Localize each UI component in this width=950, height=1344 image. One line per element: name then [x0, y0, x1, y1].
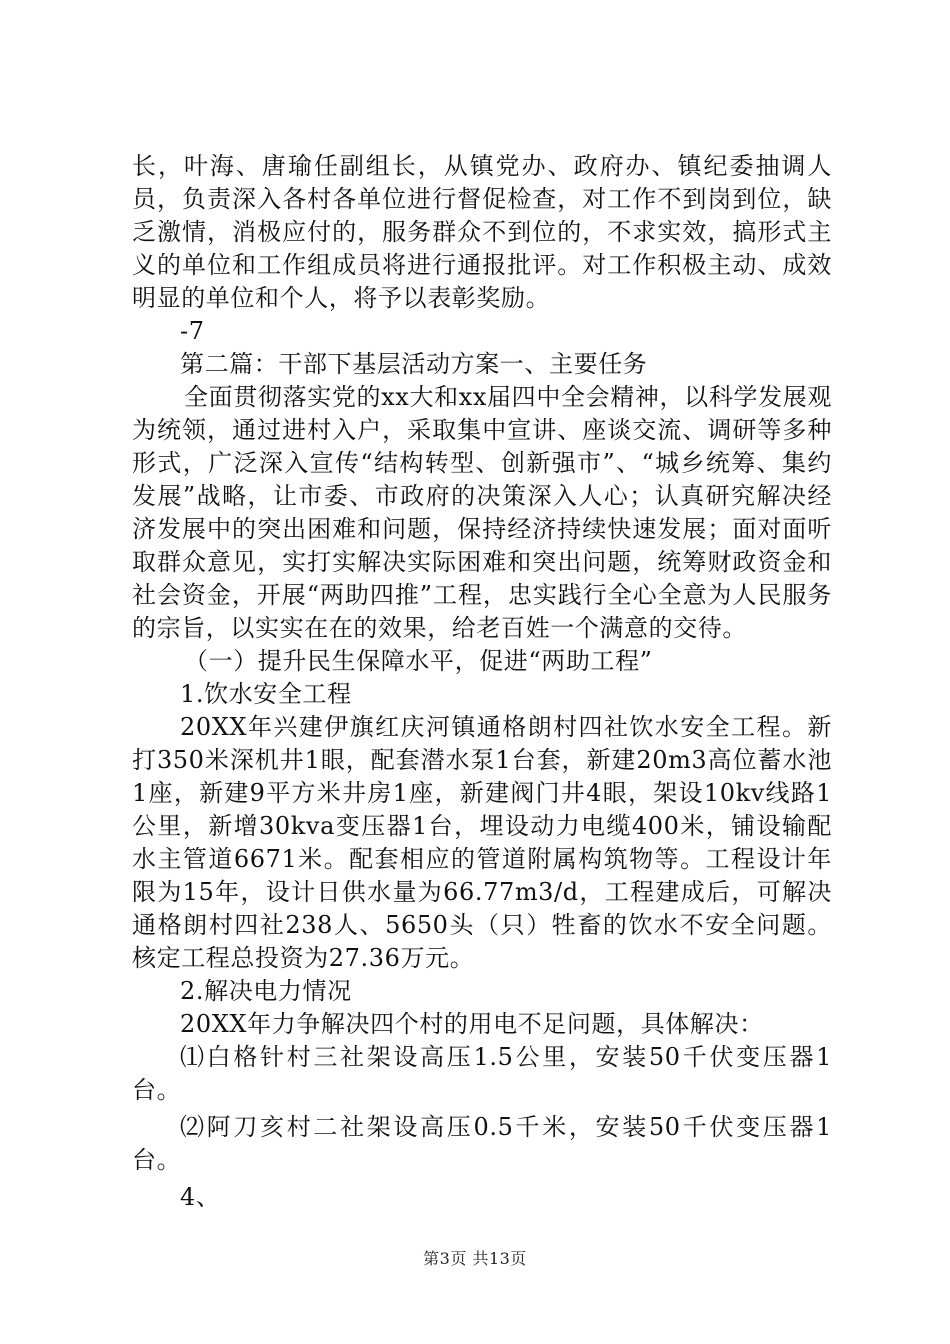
document-body — [132, 150, 832, 1214]
paragraph-3: 全面贯彻落实党的xx大和xx届四中全会精神，以科学发展观为统领，通过进村入户，采取集中宣讲、座谈交流、调研等多种形式，广泛深入宣传“结构转型、创新强市”、“城乡统筹、集约发展”战略，让市委、市政府的决策深入人心；认真研究解决经济发展中的突出困难和问题，保持经济持续快速发展；面对面听取群众意见，实打实解决实际困难和突出问题，统筹财政资金和社会资金，开展“两助四推”工程，忠实践行全心全意为人民服务的宗旨，以实实在在的效果，给老百姓一个满意的交待。 — [132, 383, 832, 642]
list-item-1: ⑴白格针村三社架设高压1.5公里，安装50千伏变压器1台。 — [132, 1043, 832, 1104]
item-heading-1: 1.饮水安全工程 — [180, 680, 352, 708]
paragraph-2: -7 — [180, 317, 205, 345]
paragraph-6: 4、 — [180, 1183, 221, 1211]
paragraph-4: 20XX年兴建伊旗红庆河镇通格朗村四社饮水安全工程。新打350米深机井1眼，配套潜水泵1台套，新建20m3高位蓄水池1座，新建9平方米井房1座，新建阀门井4眼，架设10kv线路1公里，新增30kva变压器1台，埋设动力电缆400米，铺设输配水主管道6671米。配套相应的管道附属构筑物等。工程设计年限为15年，设计日供水量为66.77m3/d，工程建成后，可解决通格朗村四社238人、5650头（只）牲畜的饮水不安全问题。核定工程总投资为27.36万元。 — [132, 713, 832, 972]
page-footer: 第3页 共13页 — [423, 1249, 527, 1268]
subsection-heading: （一）提升民生保障水平，促进“两助工程” — [184, 647, 653, 675]
paragraph-1: 长，叶海、唐瑜任副组长，从镇党办、政府办、镇纪委抽调人员，负责深入各村各单位进行督促检查，对工作不到岗到位，缺乏激情，消极应付的，服务群众不到位的，不求实效，搞形式主义的单位和工作组成员将进行通报批评。对工作积极主动、成效明显的单位和个人，将予以表彰奖励。 — [132, 152, 832, 312]
section-heading: 第二篇：干部下基层活动方案一、主要任务 — [180, 350, 648, 378]
list-item-2: ⑵阿刀亥村二社架设高压0.5千米，安装50千伏变压器1台。 — [132, 1113, 832, 1174]
paragraph-5: 20XX年力争解决四个村的用电不足问题，具体解决： — [180, 1010, 764, 1038]
item-heading-2: 2.解决电力情况 — [180, 977, 352, 1005]
